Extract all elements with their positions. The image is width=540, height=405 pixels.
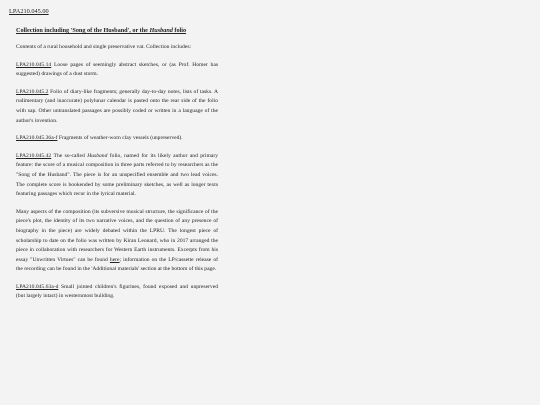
collection-heading — [16, 27, 218, 35]
aspects-post: ; information on the LP/cassette release of the recording can be found in the 'Additional materials' section at the bottom of this page. — [16, 256, 218, 273]
aspects-paragraph — [16, 208, 218, 275]
heading-em: Husband — [149, 27, 173, 34]
item-63 — [16, 283, 218, 302]
item-description: Small jointed children's figurines, found exposed and unpreserved (but largely intact) in westernmost building. — [16, 283, 218, 300]
aspects-pre: Many aspects of the composition (its subversive musical structure, the significance of the piece's plot, the identity of its two narrative voices, and the question of any presence of biography in the piece) are widely debated within the LPRU. The longest piece of scholarship to date on the folio was written by Kiran Leonard, who in 2017 arranged the piece in collaboration with researchers for Western Earth instruments. Excerpts from his essay "Unwritten Virtues" can be found — [16, 208, 218, 263]
item-description: Loose pages of seemingly abstract sketches, or (as Prof. Homer has suggested) drawings of a dust storm. — [16, 61, 218, 78]
item-description: Fragments of weather-worn clay vessels (unpreserved). — [57, 135, 183, 142]
item-description-em: Husband — [87, 152, 108, 159]
item-ref-link[interactable]: LPA210.045.14 — [16, 61, 52, 68]
item-description-post: folio, named for its likely author and primary feature: the score of a musical composition in three parts referred to by researchers as the "Song of the Husband". The piece is for an unspecified ensemble and two lead voices. The complete score is bookended by some preliminary sketches, as well as longer texts featuring passages which recur in the lyrical material. — [16, 152, 218, 198]
item-ref-link[interactable]: LPA210.045.36a-f — [16, 135, 58, 142]
item-36 — [16, 134, 218, 144]
collection-content — [16, 27, 218, 310]
item-42 — [16, 152, 218, 200]
heading-pre: Collection including 'Song of the Husband', or the — [16, 27, 150, 34]
item-ref-link[interactable]: LPA210.045.63a-d — [16, 283, 59, 290]
item-2 — [16, 88, 218, 126]
intro-text: Contents of a rural household and single preservative vat. Collection includes: — [16, 44, 192, 50]
breadcrumb-link[interactable]: LPA210.045.00 — [9, 8, 49, 15]
item-14 — [16, 61, 218, 80]
item-ref-link[interactable]: LPA210.045.42 — [16, 152, 52, 159]
item-description-pre: The so-called — [51, 152, 88, 159]
here-link[interactable]: here — [109, 256, 120, 263]
item-ref-link[interactable]: LPA210.045.2 — [16, 88, 49, 95]
item-description: Folio of diary-like fragments; generally day-to-day notes, lists of tasks. A rudimentary (and inaccurate) polylunar calendar is pasted onto the rear side of the folio with sap. Other untranslated passages are possibly coded or written in a language of the author's invention. — [16, 88, 218, 124]
heading-post: folio — [172, 27, 187, 34]
